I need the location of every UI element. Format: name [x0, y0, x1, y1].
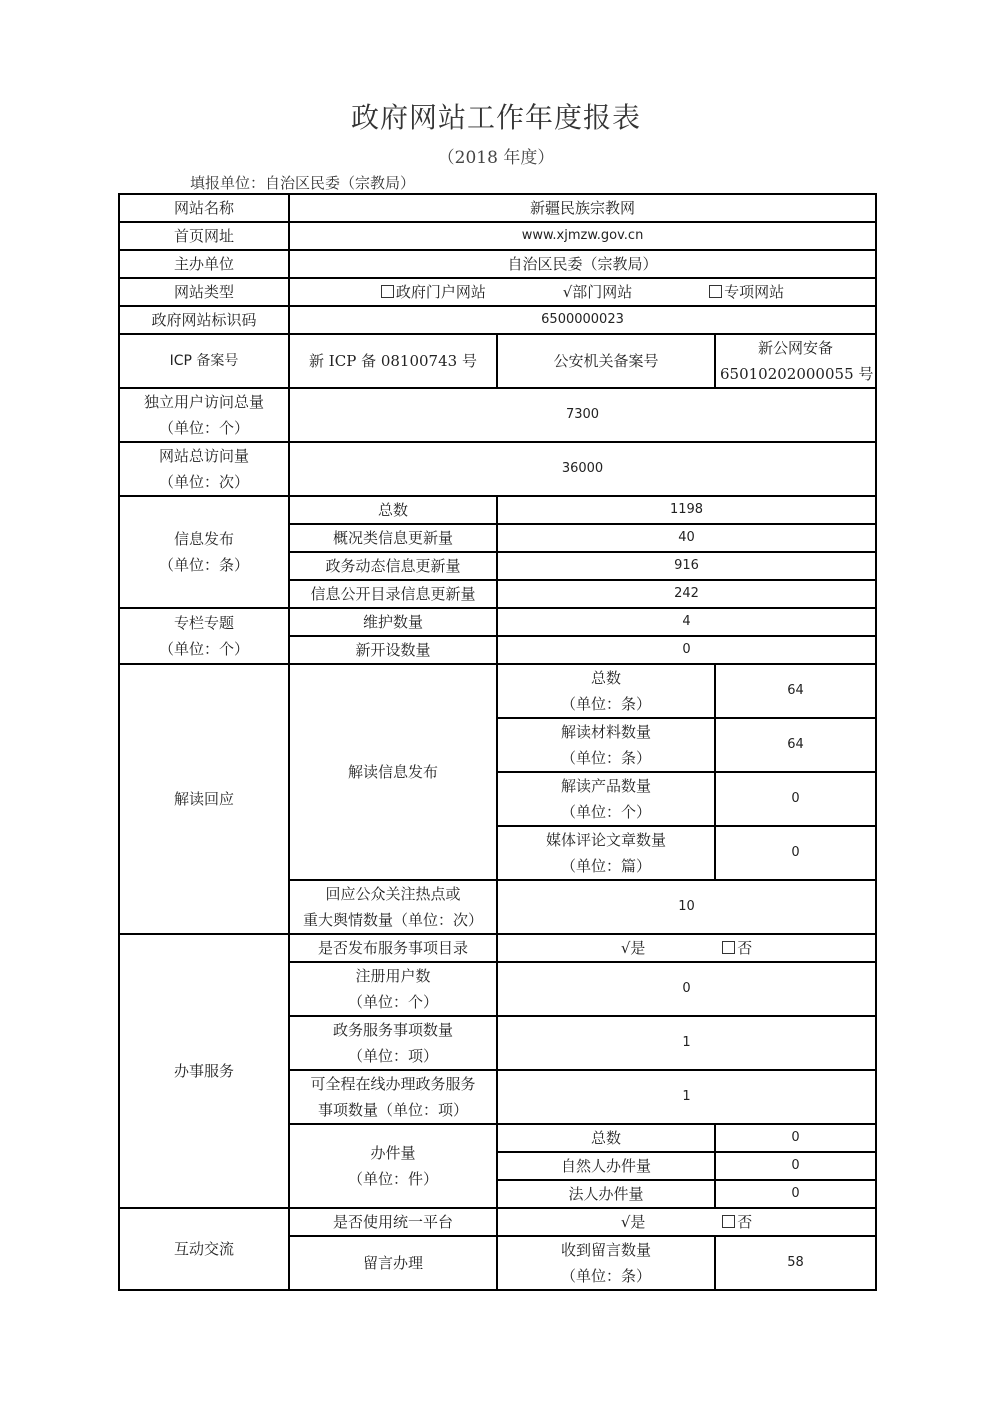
- unchecked-box-icon: [381, 285, 394, 298]
- row-unique-visitors: [119, 388, 876, 442]
- check-mark-icon: √: [620, 1213, 631, 1231]
- interp-value: 0: [715, 826, 876, 880]
- row-sponsor: [119, 250, 876, 278]
- label-site-name: 网站名称: [119, 194, 289, 222]
- check-mark-icon: √: [620, 939, 631, 957]
- handled-label: 办件量 （单位：件）: [289, 1124, 497, 1208]
- interp-label: 解读材料数量 （单位：条）: [497, 718, 715, 772]
- option-portal: 政府门户网站: [381, 283, 486, 301]
- row-total-visits: [119, 442, 876, 496]
- value-total-visits: 36000: [289, 442, 876, 496]
- catalog-value: [497, 934, 876, 962]
- unchecked-box-icon: [722, 1215, 735, 1228]
- label-interpretation: 解读回应: [119, 664, 289, 934]
- row-homepage: [119, 222, 876, 250]
- value-site-id: 6500000023: [289, 306, 876, 334]
- interp-value: 64: [715, 718, 876, 772]
- columns-label: 维护数量: [289, 608, 497, 636]
- handled-item-value: 0: [715, 1152, 876, 1180]
- interp-value: 64: [715, 664, 876, 718]
- option-yes: √是: [620, 1213, 646, 1231]
- value-icp: 新 ICP 备 08100743 号: [289, 334, 497, 388]
- value-unique-visitors: 7300: [289, 388, 876, 442]
- label-site-id: 政府网站标识码: [119, 306, 289, 334]
- interp-label: 媒体评论文章数量 （单位：篇）: [497, 826, 715, 880]
- row-site-name: [119, 194, 876, 222]
- label-unique-visitors: 独立用户访问总量 （单位：个）: [119, 388, 289, 442]
- handled-item-label: 法人办件量: [497, 1180, 715, 1208]
- registered-label: 注册用户数 （单位：个）: [289, 962, 497, 1016]
- hotspot-label: 回应公众关注热点或 重大舆情数量（单位：次）: [289, 880, 497, 934]
- hotspot-value: 10: [497, 880, 876, 934]
- catalog-label: 是否发布服务事项目录: [289, 934, 497, 962]
- row-site-type: [119, 278, 876, 306]
- option-no: 否: [722, 939, 752, 957]
- option-yes: √是: [620, 939, 646, 957]
- value-site-type: [289, 278, 876, 306]
- check-mark-icon: √: [562, 283, 573, 301]
- columns-label: 新开设数量: [289, 636, 497, 664]
- online-items-value: 1: [497, 1070, 876, 1124]
- row-columns-maintain: [119, 608, 876, 636]
- platform-label: 是否使用统一平台: [289, 1208, 497, 1236]
- platform-value: [497, 1208, 876, 1236]
- option-department: √部门网站: [562, 283, 633, 301]
- label-info-publish: 信息发布 （单位：条）: [119, 496, 289, 608]
- report-title: 政府网站工作年度报表: [350, 101, 641, 134]
- info-label: 概况类信息更新量: [289, 524, 497, 552]
- interp-label: 解读产品数量 （单位：个）: [497, 772, 715, 826]
- report-table: [118, 193, 877, 1291]
- interp-value: 0: [715, 772, 876, 826]
- info-value: 40: [497, 524, 876, 552]
- label-total-visits: 网站总访问量 （单位：次）: [119, 442, 289, 496]
- columns-value: 0: [497, 636, 876, 664]
- registered-value: 0: [497, 962, 876, 1016]
- value-sponsor: 自治区民委（宗教局）: [289, 250, 876, 278]
- label-site-type: 网站类型: [119, 278, 289, 306]
- info-value: 916: [497, 552, 876, 580]
- row-info-total: [119, 496, 876, 524]
- unchecked-box-icon: [722, 941, 735, 954]
- handled-item-value: 0: [715, 1124, 876, 1152]
- info-label: 信息公开目录信息更新量: [289, 580, 497, 608]
- label-icp: ICP 备案号: [119, 334, 289, 388]
- row-interp-total: [119, 664, 876, 718]
- label-interaction: 互动交流: [119, 1208, 289, 1290]
- info-label: 政务动态信息更新量: [289, 552, 497, 580]
- row-icp: [119, 334, 876, 388]
- service-items-value: 1: [497, 1016, 876, 1070]
- info-value: 242: [497, 580, 876, 608]
- value-homepage: www.xjmzw.gov.cn: [289, 222, 876, 250]
- received-label: 收到留言数量 （单位：条）: [497, 1236, 715, 1290]
- option-special: 专项网站: [709, 283, 784, 301]
- received-value: 58: [715, 1236, 876, 1290]
- report-year: （2018 年度）: [437, 148, 555, 168]
- value-police-record: 新公网安备 65010202000055 号: [715, 334, 876, 388]
- info-value: 1198: [497, 496, 876, 524]
- label-homepage: 首页网址: [119, 222, 289, 250]
- service-items-label: 政务服务事项数量 （单位：项）: [289, 1016, 497, 1070]
- handled-item-label: 总数: [497, 1124, 715, 1152]
- label-interp-publish: 解读信息发布: [289, 664, 497, 880]
- unchecked-box-icon: [709, 285, 722, 298]
- handled-item-value: 0: [715, 1180, 876, 1208]
- handled-item-label: 自然人办件量: [497, 1152, 715, 1180]
- row-service-catalog: [119, 934, 876, 962]
- interp-label: 总数 （单位：条）: [497, 664, 715, 718]
- online-items-label: 可全程在线办理政务服务 事项数量（单位：项）: [289, 1070, 497, 1124]
- row-site-id: [119, 306, 876, 334]
- label-sponsor: 主办单位: [119, 250, 289, 278]
- label-services: 办事服务: [119, 934, 289, 1208]
- messages-label: 留言办理: [289, 1236, 497, 1290]
- row-platform: [119, 1208, 876, 1236]
- info-label: 总数: [289, 496, 497, 524]
- option-no: 否: [722, 1213, 752, 1231]
- label-police-record: 公安机关备案号: [497, 334, 715, 388]
- columns-value: 4: [497, 608, 876, 636]
- label-columns: 专栏专题 （单位：个）: [119, 608, 289, 664]
- value-site-name: 新疆民族宗教网: [289, 194, 876, 222]
- filling-unit: 填报单位：自治区民委（宗教局）: [190, 174, 416, 192]
